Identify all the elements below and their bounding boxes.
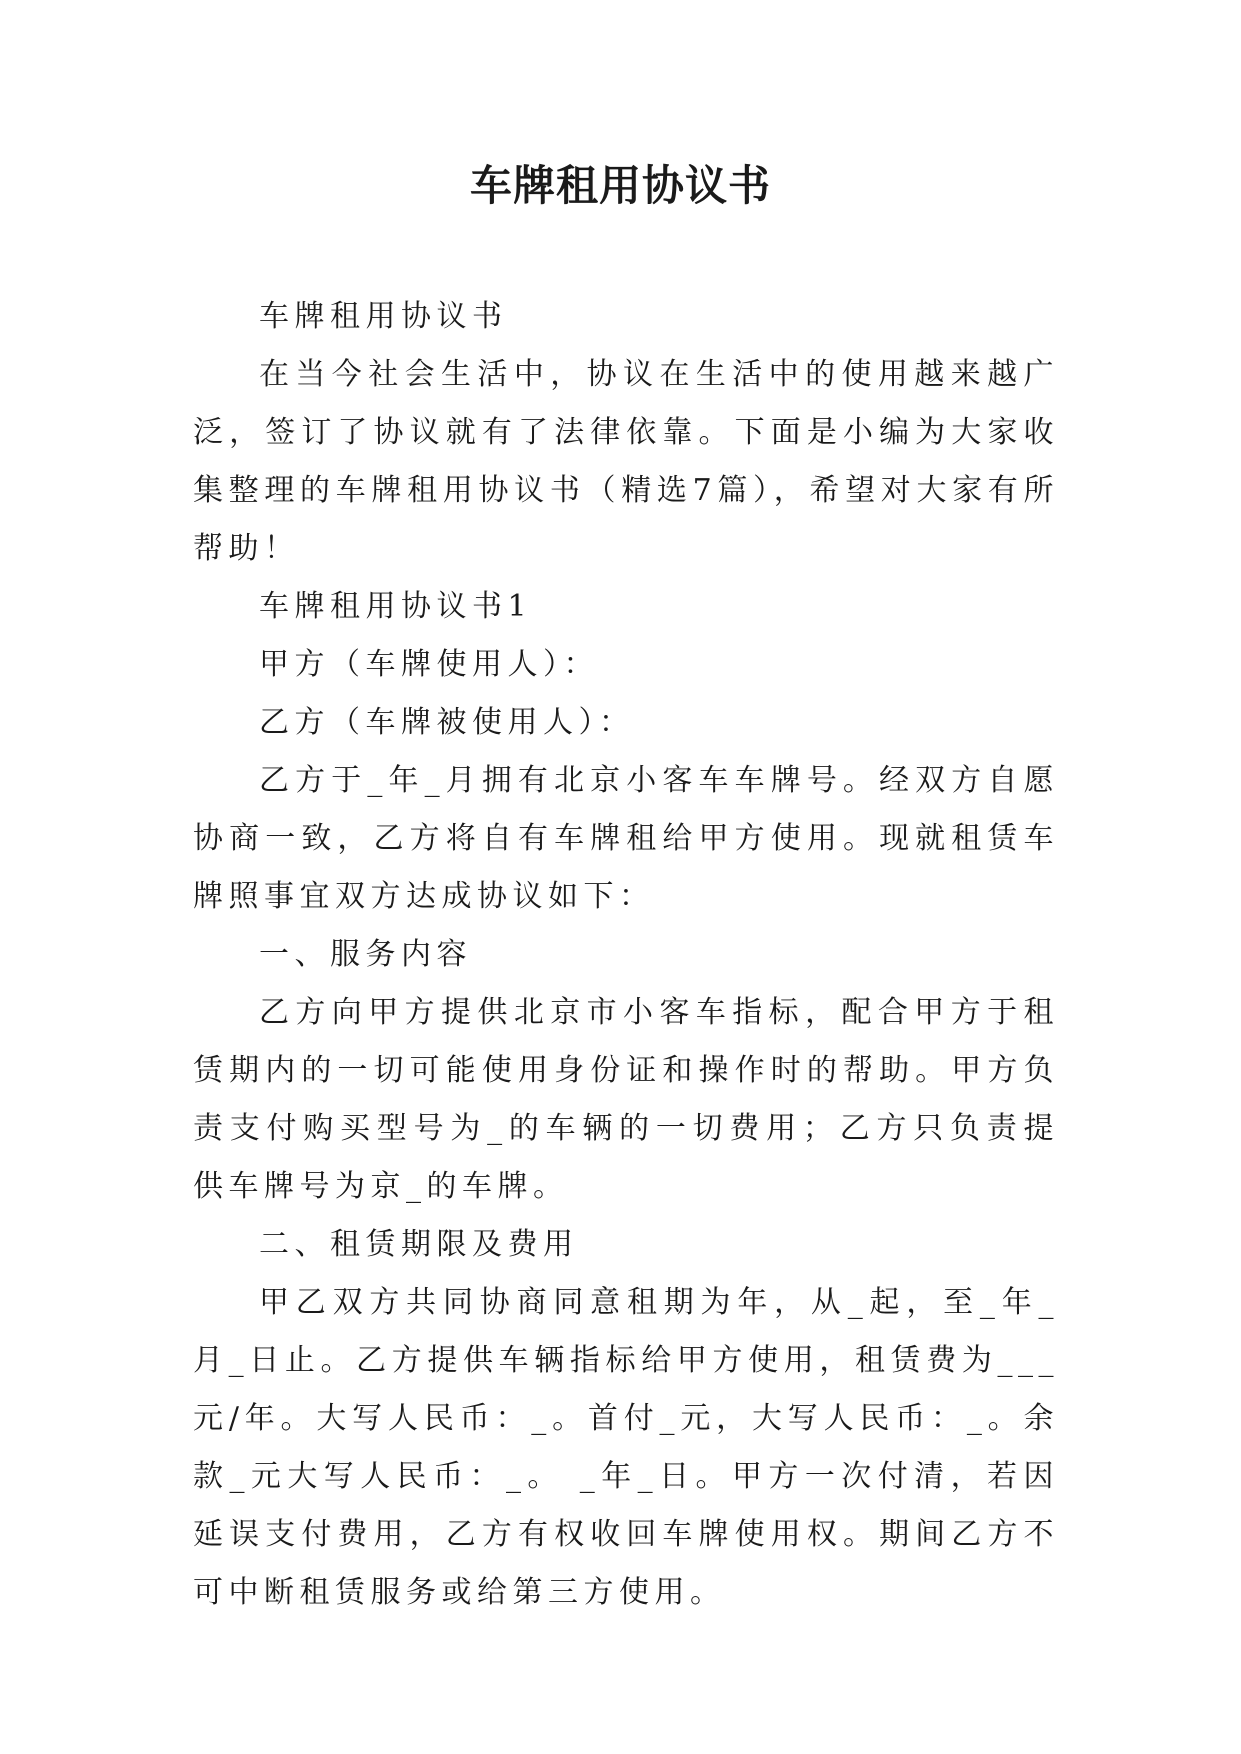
paragraph-section-title: 车牌租用协议书1 xyxy=(259,589,533,624)
document-body xyxy=(193,288,1059,1622)
paragraph-heading-term: 二、租赁期限及费用 xyxy=(259,1227,579,1262)
paragraph-subtitle: 车牌租用协议书 xyxy=(259,299,508,334)
paragraph-heading-service: 一、服务内容 xyxy=(259,937,472,972)
paragraph-intro: 在当今社会生活中，协议在生活中的使用越来越广泛，签订了协议就有了法律依靠。下面是小编为大家收集整理的车牌租用协议书（精选7篇），希望对大家有所帮助！ xyxy=(193,357,1059,566)
paragraph-term-content: 甲乙双方共同协商同意租期为年，从_起，至_年_月_日止。乙方提供车辆指标给甲方使用，租赁费为___元/年。大写人民币：_。首付_元，大写人民币：_。余款_元大写人民币：_。 _年_日。甲方一次付清，若因延误支付费用，乙方有权收回车牌使用权。期间乙方不可中断租赁服务或给第三方使用。 xyxy=(193,1285,1059,1610)
paragraph-party-a: 甲方（车牌使用人）： xyxy=(259,647,599,682)
paragraph-preamble: 乙方于_年_月拥有北京小客车车牌号。经双方自愿协商一致，乙方将自有车牌租给甲方使用。现就租赁车牌照事宜双方达成协议如下： xyxy=(193,763,1059,914)
paragraph-party-b: 乙方（车牌被使用人）： xyxy=(259,705,635,740)
paragraph-service-content: 乙方向甲方提供北京市小客车指标，配合甲方于租赁期内的一切可能使用身份证和操作时的帮助。甲方负责支付购买型号为_的车辆的一切费用；乙方只负责提供车牌号为京_的车牌。 xyxy=(193,995,1059,1204)
document-title: 车牌租用协议书 xyxy=(469,161,771,210)
